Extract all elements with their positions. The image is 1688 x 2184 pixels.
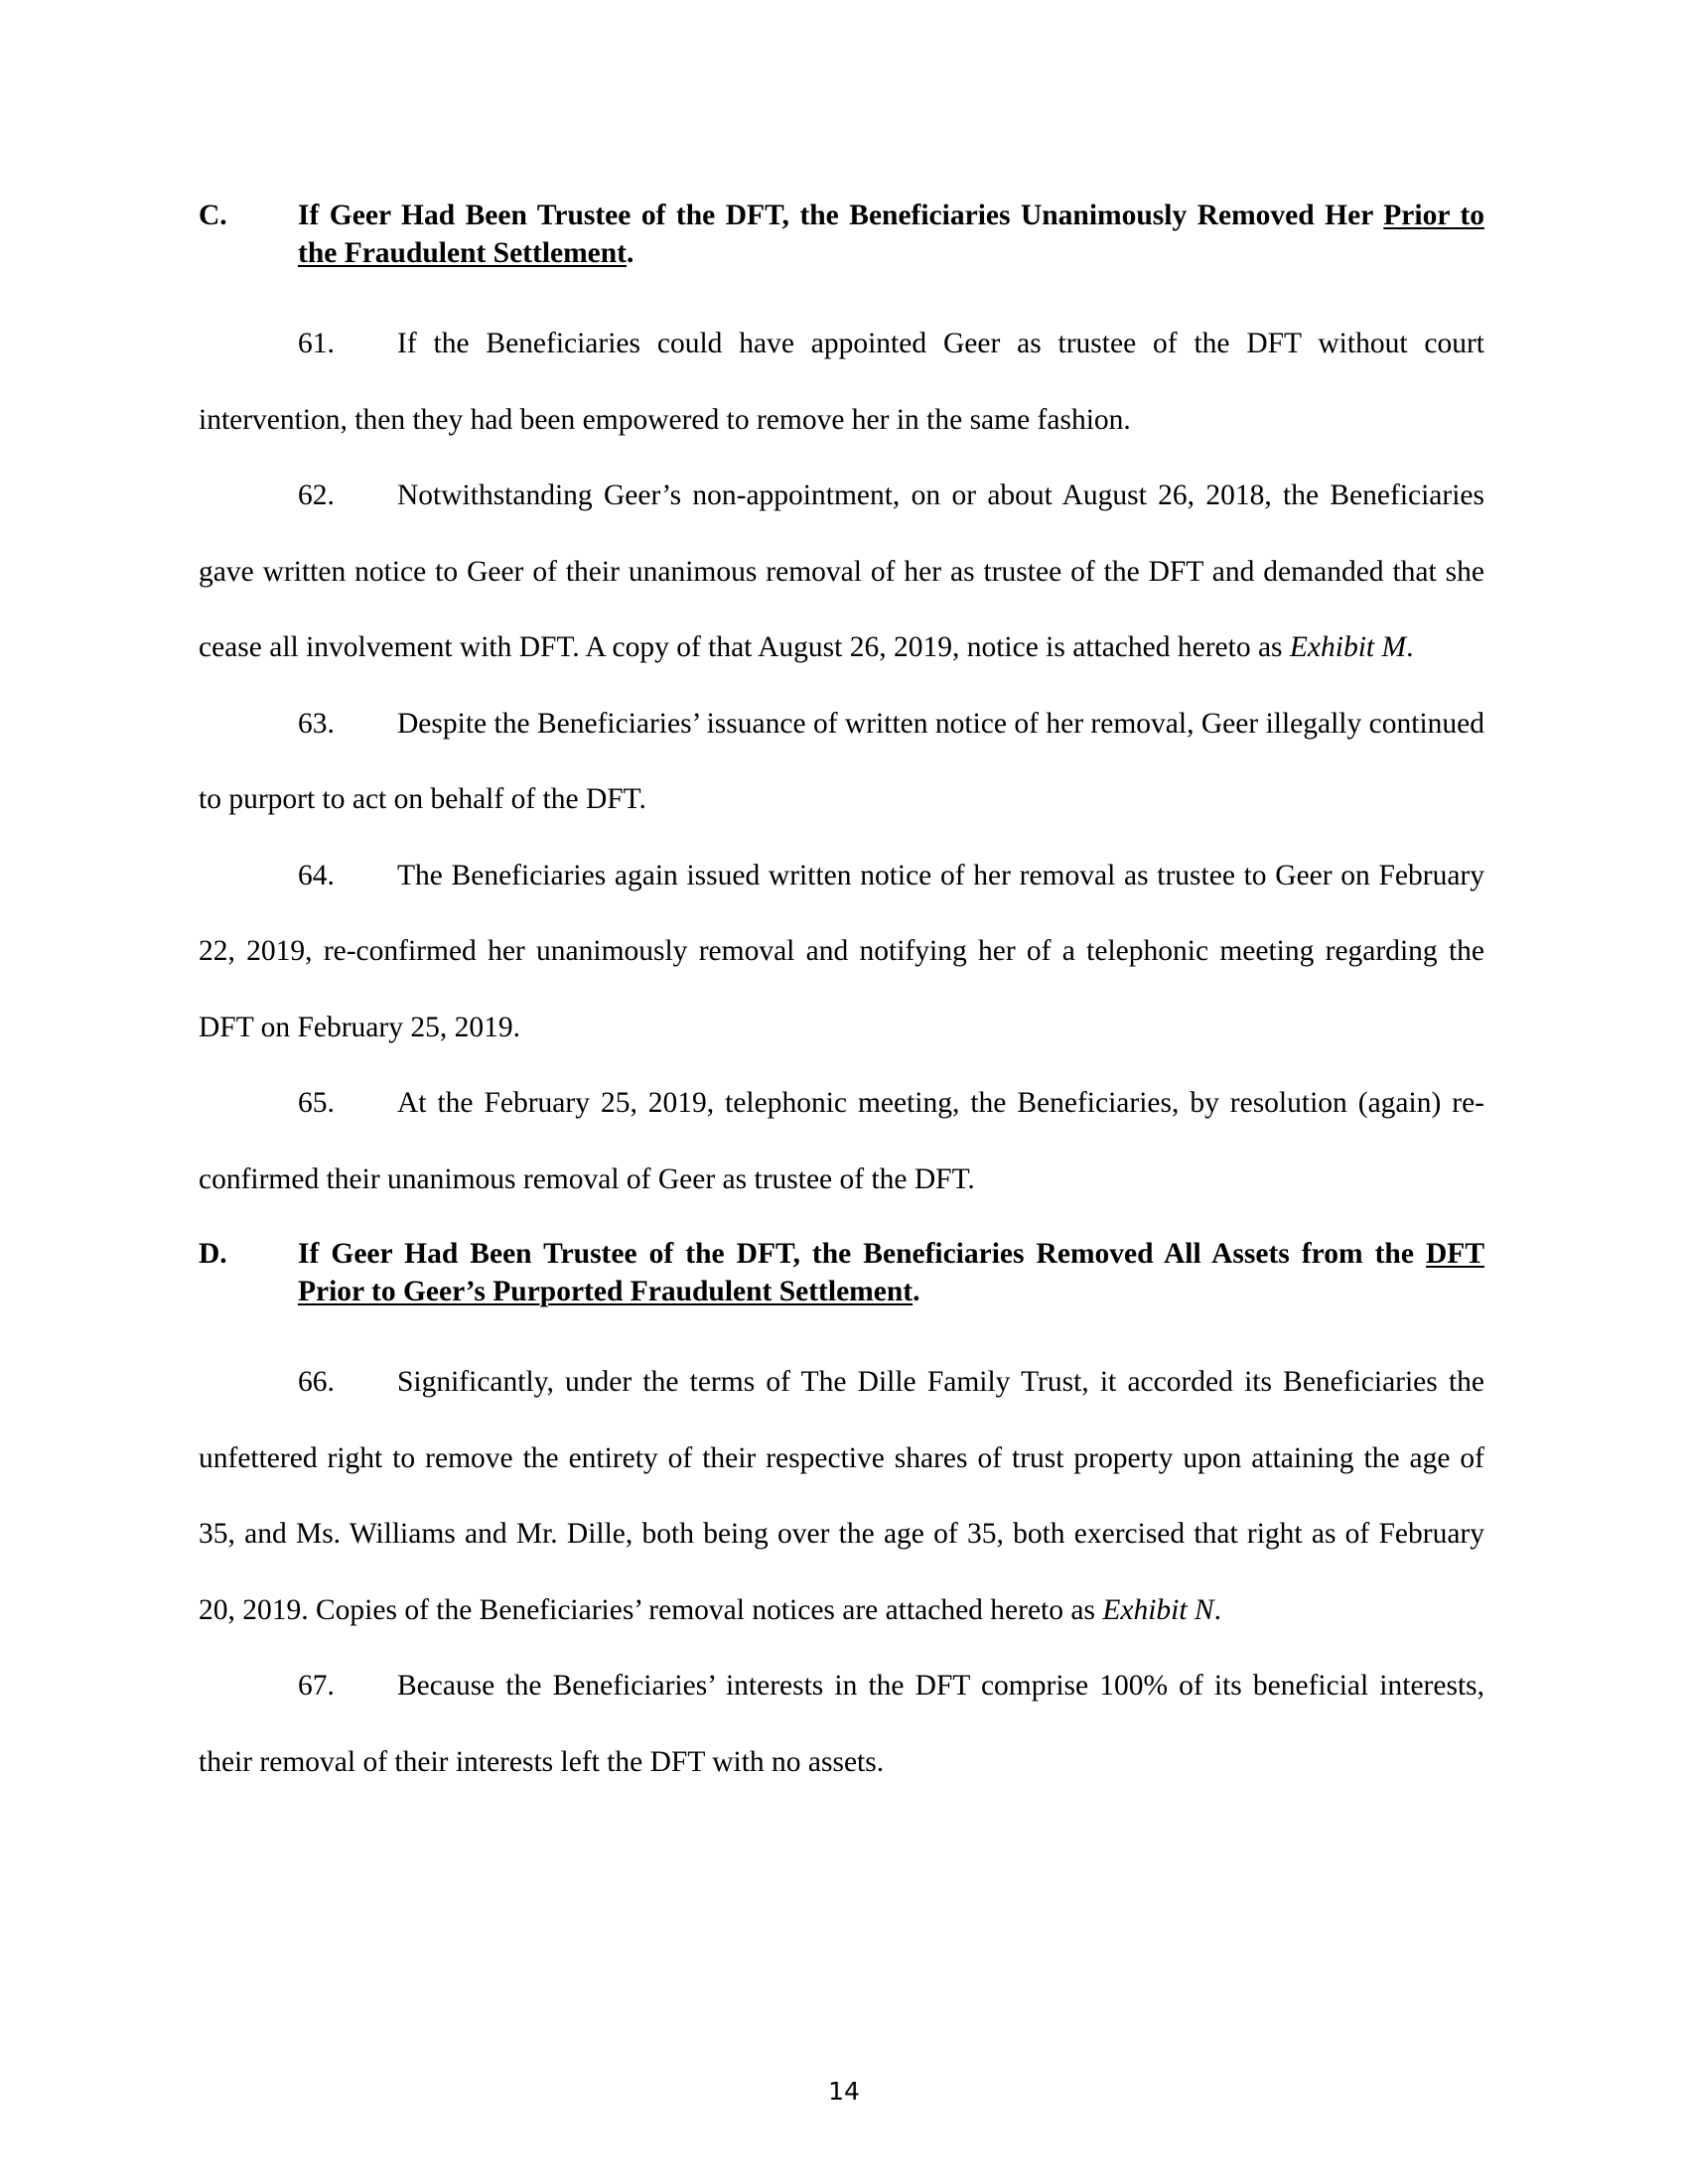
paragraph-61-number: 61. [298, 328, 335, 359]
section-c-title-text: If Geer Had Been Trustee of the DFT, the Beneficiaries Unanimously Removed Her [298, 200, 1384, 231]
paragraph-66-text-end: . [1213, 1593, 1221, 1626]
exhibit-n-reference: Exhibit N [1102, 1593, 1214, 1626]
paragraph-66-number: 66. [298, 1366, 335, 1398]
section-d-title-text: If Geer Had Been Trustee of the DFT, the Beneficiaries Removed All Assets from the [298, 1238, 1426, 1270]
paragraph-63-text: Despite the Beneficiaries’ issuance of written notice of her removal, Geer illegally continued to purport to act on behalf of the DFT. [199, 707, 1484, 815]
paragraph-61-text: If the Beneficiaries could have appointed Geer as trustee of the DFT without court intervention, then they had been empowered to remove her in the same fashion. [199, 328, 1484, 436]
section-d-title-end: . [913, 1276, 920, 1307]
paragraph-66 [199, 1344, 1484, 1648]
paragraph-62-text: Notwithstanding Geer’s non-appointment, on or about August 26, 2018, the Beneficiaries gave written notice to Geer of their unanimous removal of her as trustee of the DFT and demanded that she cease all involvement with DFT. A copy of that August 26, 2019, notice is attached hereto as [199, 479, 1484, 663]
document-body [199, 197, 1484, 1800]
section-c-title [298, 197, 1484, 272]
section-c-heading [199, 197, 1484, 272]
paragraph-65-number: 65. [298, 1087, 335, 1119]
section-d-heading [199, 1235, 1484, 1310]
section-c-title-end: . [627, 237, 634, 269]
paragraph-63 [199, 686, 1484, 838]
paragraph-61 [199, 306, 1484, 458]
paragraph-63-number: 63. [298, 707, 335, 740]
exhibit-m-reference: Exhibit M [1289, 631, 1407, 663]
paragraph-62-text-end: . [1406, 631, 1414, 663]
page-number: 14 [828, 2077, 860, 2106]
paragraph-62 [199, 458, 1484, 686]
section-d-title-underlined: DFT Prior to Geer’s Purported Fraudulent Settlement [298, 1238, 1484, 1307]
paragraph-67 [199, 1648, 1484, 1800]
section-c-letter: C. [199, 200, 227, 231]
paragraph-62-number: 62. [298, 479, 335, 511]
paragraph-65-text: At the February 25, 2019, telephonic meeting, the Beneficiaries, by resolution (again) re-confirmed their unanimous removal of Geer as trustee of the DFT. [199, 1087, 1484, 1195]
paragraph-67-text: Because the Beneficiaries’ interests in the DFT comprise 100% of its beneficial interests, their removal of their interests left the DFT with no assets. [199, 1670, 1484, 1778]
paragraph-66-text: Significantly, under the terms of The Dille Family Trust, it accorded its Beneficiaries the unfettered right to remove the entirety of their respective shares of trust property upon attaining the age of 35, and Ms. Williams and Mr. Dille, both being over the age of 35, both exercised that right as of February 20, 2019. Copies of the Beneficiaries’ removal notices are attached hereto as [199, 1366, 1484, 1626]
paragraph-64-number: 64. [298, 859, 335, 891]
section-c-title-underlined: Prior to the Fraudulent Settlement [298, 200, 1484, 269]
paragraph-65 [199, 1065, 1484, 1217]
paragraph-64 [199, 838, 1484, 1066]
paragraph-64-text: The Beneficiaries again issued written notice of her removal as trustee to Geer on February 22, 2019, re-confirmed her unanimously removal and notifying her of a telephonic meeting regarding the DFT on February 25, 2019. [199, 859, 1484, 1043]
paragraph-67-number: 67. [298, 1670, 335, 1702]
section-d-title [298, 1235, 1484, 1310]
section-d-letter: D. [199, 1238, 227, 1270]
